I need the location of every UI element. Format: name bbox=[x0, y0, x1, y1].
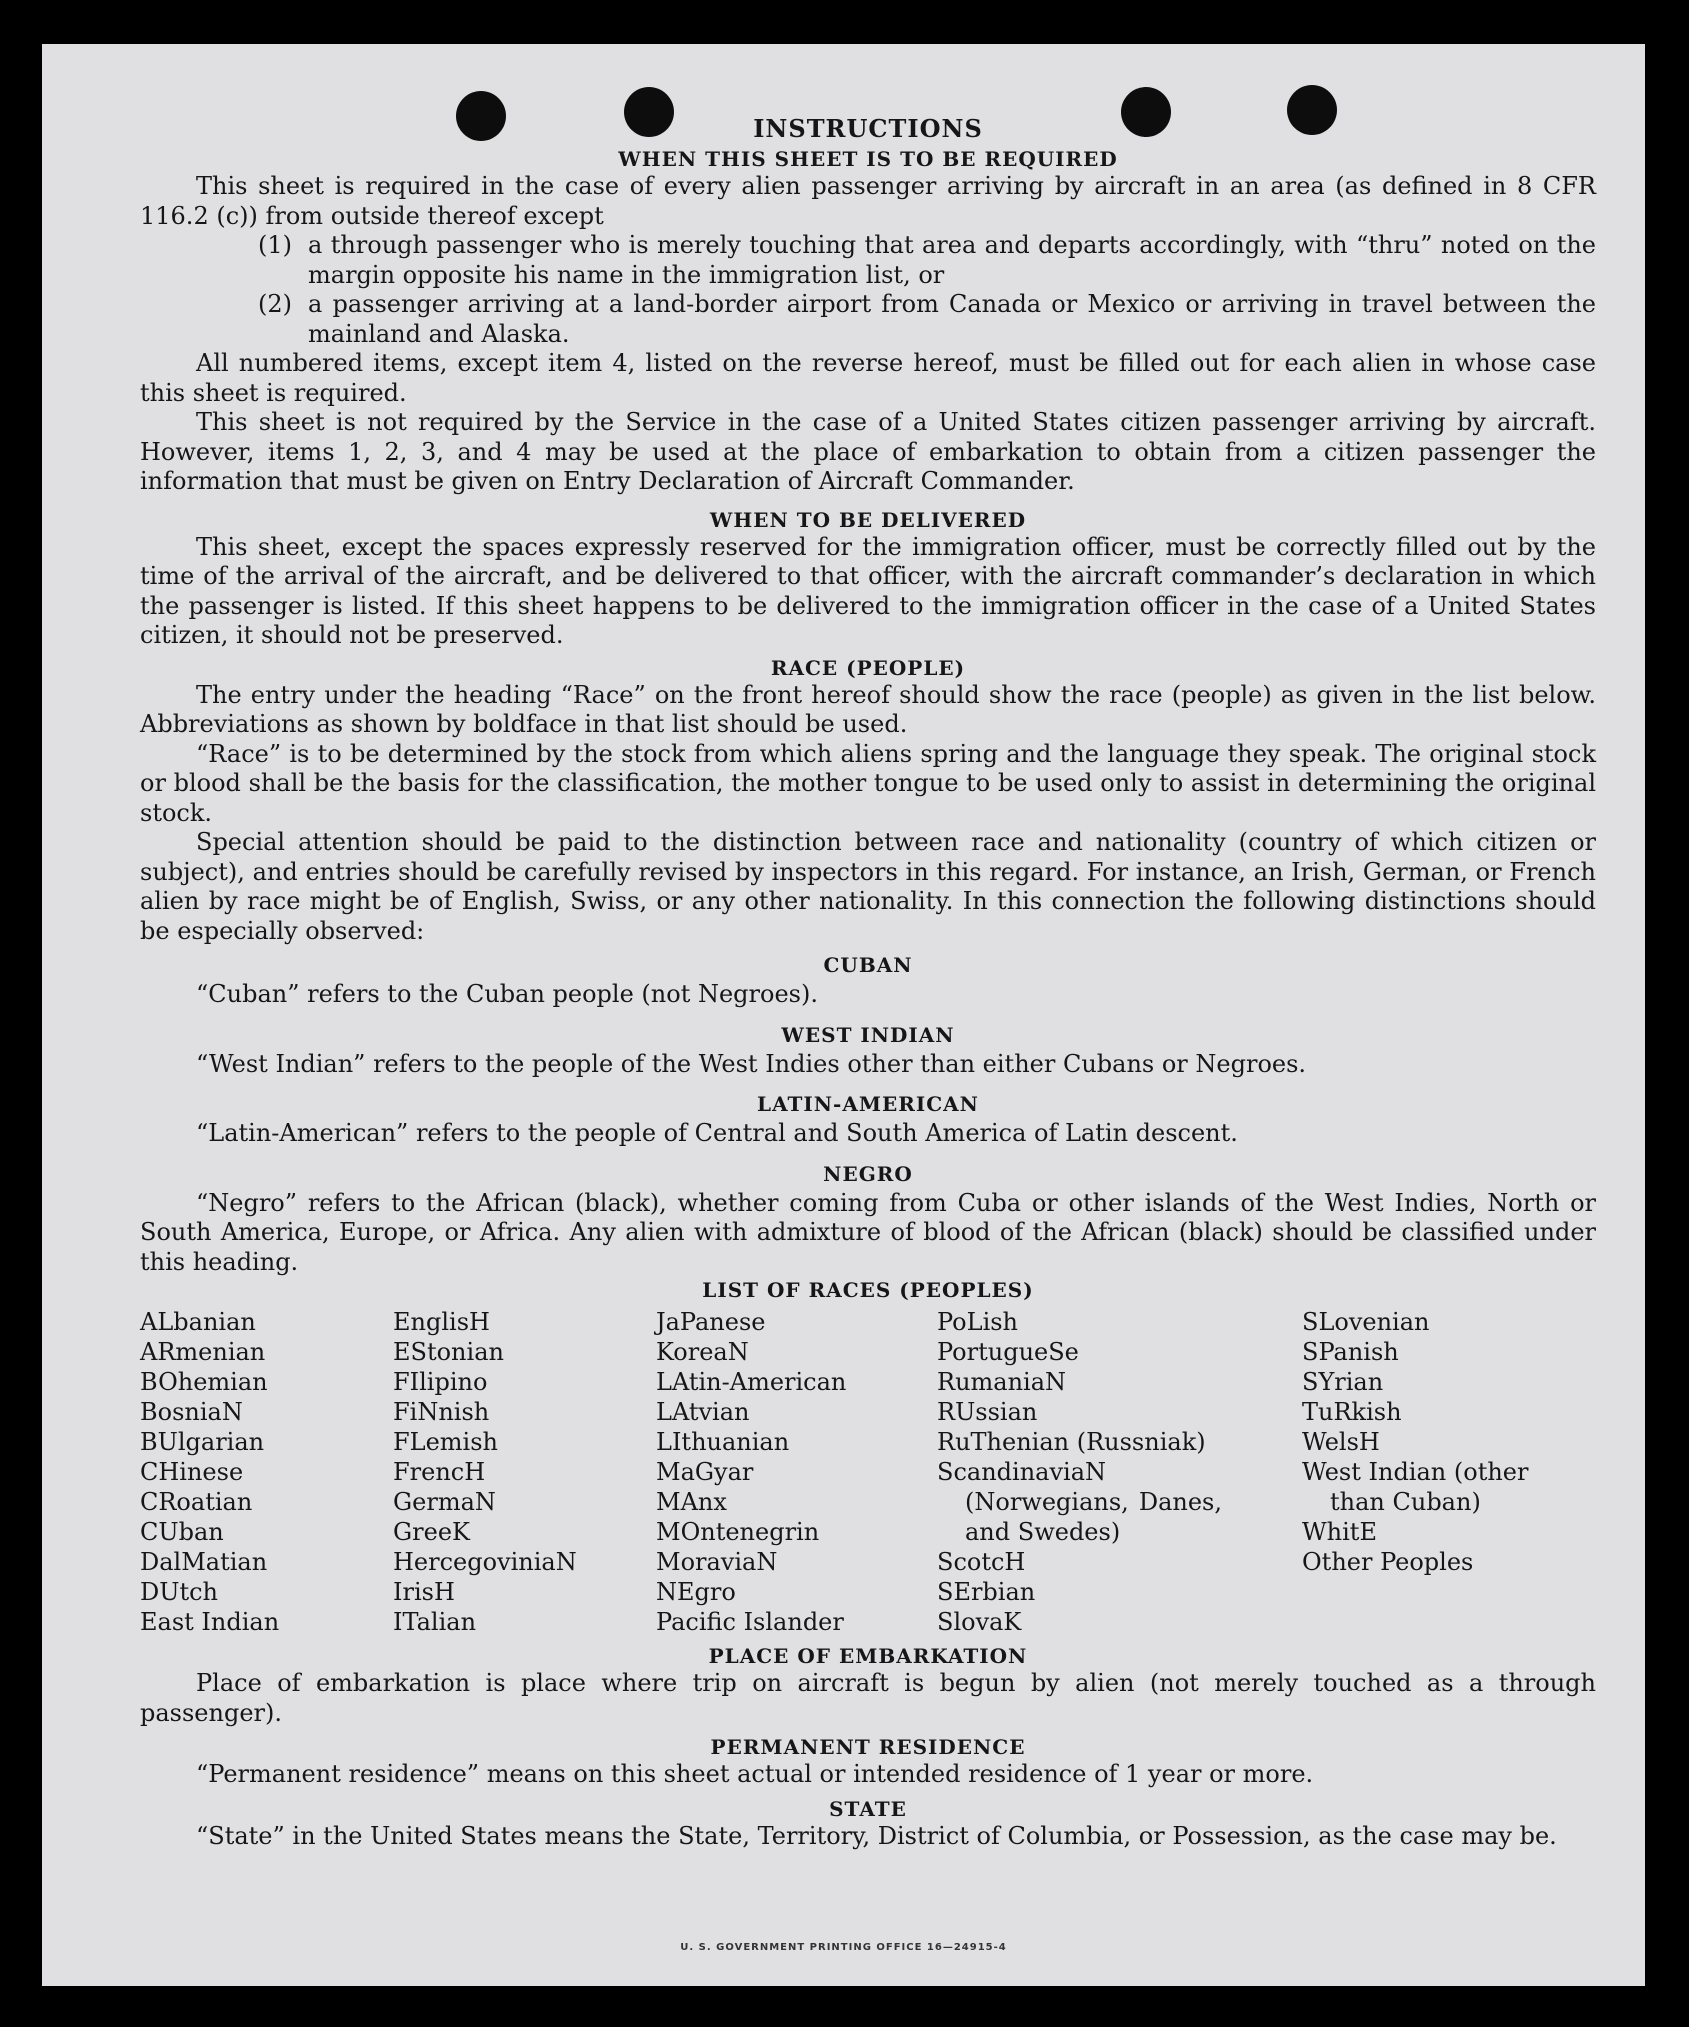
race-list-item: SErbian bbox=[937, 1578, 1036, 1606]
race-list-item: EnglisH bbox=[393, 1308, 490, 1336]
paragraph-embarkation: Place of embarkation is place where trip on aircraft is begun by alien (not merely touched as a through passenger). bbox=[140, 1669, 1596, 1727]
race-list-item: EStonian bbox=[393, 1338, 504, 1366]
race-list-item: MOntenegrin bbox=[656, 1518, 820, 1546]
race-list-item: BosniaN bbox=[140, 1398, 243, 1426]
race-list-item: IrisH bbox=[393, 1578, 455, 1606]
race-column bbox=[140, 1307, 393, 1637]
race-list-item: FIlipino bbox=[393, 1368, 488, 1396]
race-list-item: West Indian (other than Cuban) bbox=[1302, 1458, 1529, 1516]
race-list-item: MaGyar bbox=[656, 1458, 754, 1486]
race-list-item: Pacific Islander bbox=[656, 1608, 844, 1636]
paragraph-residence: “Permanent residence” means on this sheet actual or intended residence of 1 year or more. bbox=[196, 1760, 1314, 1788]
page-title: INSTRUCTIONS bbox=[753, 114, 983, 143]
race-list-item: WelsH bbox=[1302, 1428, 1380, 1456]
section-heading-state: STATE bbox=[829, 1796, 907, 1821]
race-list-item: GermaN bbox=[393, 1488, 496, 1516]
race-list-item: PoLish bbox=[937, 1308, 1019, 1336]
race-list-item: JaPanese bbox=[656, 1308, 766, 1336]
exception-number: (2) bbox=[258, 290, 292, 318]
race-list-item: ScandinaviaN (Norwegians, Danes, and Swedes) bbox=[937, 1458, 1222, 1546]
race-list-item: DUtch bbox=[140, 1578, 219, 1606]
instructions-content bbox=[140, 112, 1596, 1851]
definition-heading-latin-american: LATIN-AMERICAN bbox=[757, 1092, 979, 1116]
race-list-item: RumaniaN bbox=[937, 1368, 1067, 1396]
exception-text: a through passenger who is merely touching that area and departs accordingly, with “thru” noted on the margin opposite his name in the immigration list, or bbox=[308, 231, 1596, 289]
definition-west-indian: “West Indian” refers to the people of the West Indies other than either Cubans or Negroes. bbox=[196, 1049, 1307, 1078]
race-list-item: LAtin-American bbox=[656, 1368, 847, 1396]
race-list-item: FrencH bbox=[393, 1458, 486, 1486]
definition-heading-west-indian: WEST INDIAN bbox=[781, 1022, 955, 1047]
section-heading-race: RACE (PEOPLE) bbox=[770, 655, 966, 680]
race-column bbox=[1302, 1307, 1572, 1637]
race-list-item: PortugueSe bbox=[937, 1338, 1079, 1366]
race-list-item: BUlgarian bbox=[140, 1428, 265, 1456]
race-list-item: FiNnish bbox=[393, 1398, 490, 1426]
section-heading-when-required: WHEN THIS SHEET IS TO BE REQUIRED bbox=[618, 147, 1118, 171]
definition-negro: “Negro” refers to the African (black), whether coming from Cuba or other islands of the West Indies, North or South America, Europe, or Africa. Any alien with admixture of blood of the African (black) should be classified under this heading. bbox=[140, 1188, 1596, 1276]
race-list-item: ALbanian bbox=[140, 1308, 256, 1336]
paragraph-numbered-items: All numbered items, except item 4, listed on the reverse hereof, must be filled out for each alien in whose case this sheet is required. bbox=[140, 349, 1596, 407]
race-list-item: SPanish bbox=[1302, 1338, 1399, 1366]
section-heading-when-delivered: WHEN TO BE DELIVERED bbox=[709, 507, 1027, 532]
definition-cuban: “Cuban” refers to the Cuban people (not Negroes). bbox=[196, 980, 818, 1008]
paragraph-race-determination: “Race” is to be determined by the stock from which aliens spring and the language they speak. The original stock or blood shall be the basis for the classification, the mother tongue to be used only to assist in determining the original stock. bbox=[140, 739, 1596, 827]
race-list-item: CRoatian bbox=[140, 1488, 253, 1516]
race-list-item: SYrian bbox=[1302, 1368, 1384, 1396]
race-list-item: ITalian bbox=[393, 1608, 477, 1636]
paragraph-when-required-intro: This sheet is required in the case of every alien passenger arriving by aircraft in an area (as defined in 8 CFR 116.2 (c)) from outside thereof except bbox=[140, 172, 1596, 230]
race-list-item: DalMatian bbox=[140, 1548, 268, 1576]
race-list-item: LAtvian bbox=[656, 1398, 750, 1426]
race-list-item: TuRkish bbox=[1302, 1398, 1402, 1426]
race-list-item: RUssian bbox=[937, 1398, 1038, 1426]
race-list-item: LIthuanian bbox=[656, 1428, 790, 1456]
paragraph-state: “State” in the United States means the State, Territory, District of Columbia, or Possession, as the case may be. bbox=[196, 1821, 1557, 1850]
race-list-item: FLemish bbox=[393, 1428, 498, 1456]
paragraph-citizen-passenger: This sheet is not required by the Service in the case of a United States citizen passenger arriving by aircraft. However, items 1, 2, 3, and 4 may be used at the place of embarkation to obtain from a citizen passenger the information that must be given on Entry Declaration of Aircraft Commander. bbox=[140, 408, 1596, 495]
race-list-item: NEgro bbox=[656, 1578, 736, 1606]
definition-heading-cuban: CUBAN bbox=[823, 953, 913, 977]
paragraph-race-nationality: Special attention should be paid to the distinction between race and nationality (country of which citizen or subject), and entries should be carefully revised by inspectors in this regard. For instance, an Irish, German, or French alien by race might be of English, Swiss, or any other nationality. In this connection the following distinctions should be especially observed: bbox=[140, 828, 1596, 945]
exception-item bbox=[258, 290, 1596, 349]
race-list-item: MAnx bbox=[656, 1488, 727, 1516]
race-list-item: RuThenian (Russniak) bbox=[937, 1428, 1206, 1456]
section-heading-embarkation: PLACE OF EMBARKATION bbox=[708, 1644, 1028, 1668]
race-list-item: ScotcH bbox=[937, 1548, 1026, 1576]
race-list-item: HercegoviniaN bbox=[393, 1548, 577, 1576]
race-list-item: MoraviaN bbox=[656, 1548, 778, 1576]
exception-number: (1) bbox=[258, 231, 292, 259]
race-column bbox=[656, 1307, 937, 1637]
race-list-item: KoreaN bbox=[656, 1338, 749, 1366]
race-column bbox=[937, 1307, 1302, 1637]
race-list-item: SLovenian bbox=[1302, 1308, 1430, 1336]
race-list-item: CUban bbox=[140, 1518, 224, 1546]
race-list-item: CHinese bbox=[140, 1458, 244, 1486]
race-list-item: BOhemian bbox=[140, 1368, 268, 1396]
race-column bbox=[393, 1307, 656, 1637]
definition-latin-american: “Latin-American” refers to the people of Central and South America of Latin descent. bbox=[196, 1119, 1238, 1147]
section-heading-list-of-races: LIST OF RACES (PEOPLES) bbox=[702, 1278, 1034, 1302]
race-list-item: SlovaK bbox=[937, 1608, 1022, 1636]
race-list-item: WhitE bbox=[1302, 1518, 1377, 1546]
exception-text: a passenger arriving at a land-border airport from Canada or Mexico or arriving in travel between the mainland and Alaska. bbox=[308, 290, 1596, 348]
race-list-item: GreeK bbox=[393, 1518, 470, 1546]
document-sheet bbox=[42, 44, 1645, 1986]
paragraph-when-delivered: This sheet, except the spaces expressly reserved for the immigration officer, must be correctly filled out by the time of the arrival of the aircraft, and be delivered to that officer, with the aircraft commander’s declaration in which the passenger is listed. If this sheet happens to be delivered to the immigration officer in the case of a United States citizen, it should not be preserved. bbox=[140, 532, 1596, 649]
exception-item bbox=[258, 231, 1596, 290]
race-list-item: ARmenian bbox=[140, 1338, 266, 1366]
definition-heading-negro: NEGRO bbox=[823, 1161, 913, 1186]
section-heading-residence: PERMANENT RESIDENCE bbox=[710, 1735, 1026, 1759]
race-list-item: Other Peoples bbox=[1302, 1548, 1474, 1576]
paragraph-race-entry: The entry under the heading “Race” on the front hereof should show the race (people) as given in the list below. Abbreviations as shown by boldface in that list should be used. bbox=[140, 680, 1596, 738]
printer-imprint: U. S. GOVERNMENT PRINTING OFFICE 16—24915-4 bbox=[680, 1942, 1007, 1953]
race-list-item: East Indian bbox=[140, 1608, 280, 1636]
race-list bbox=[140, 1307, 1596, 1637]
